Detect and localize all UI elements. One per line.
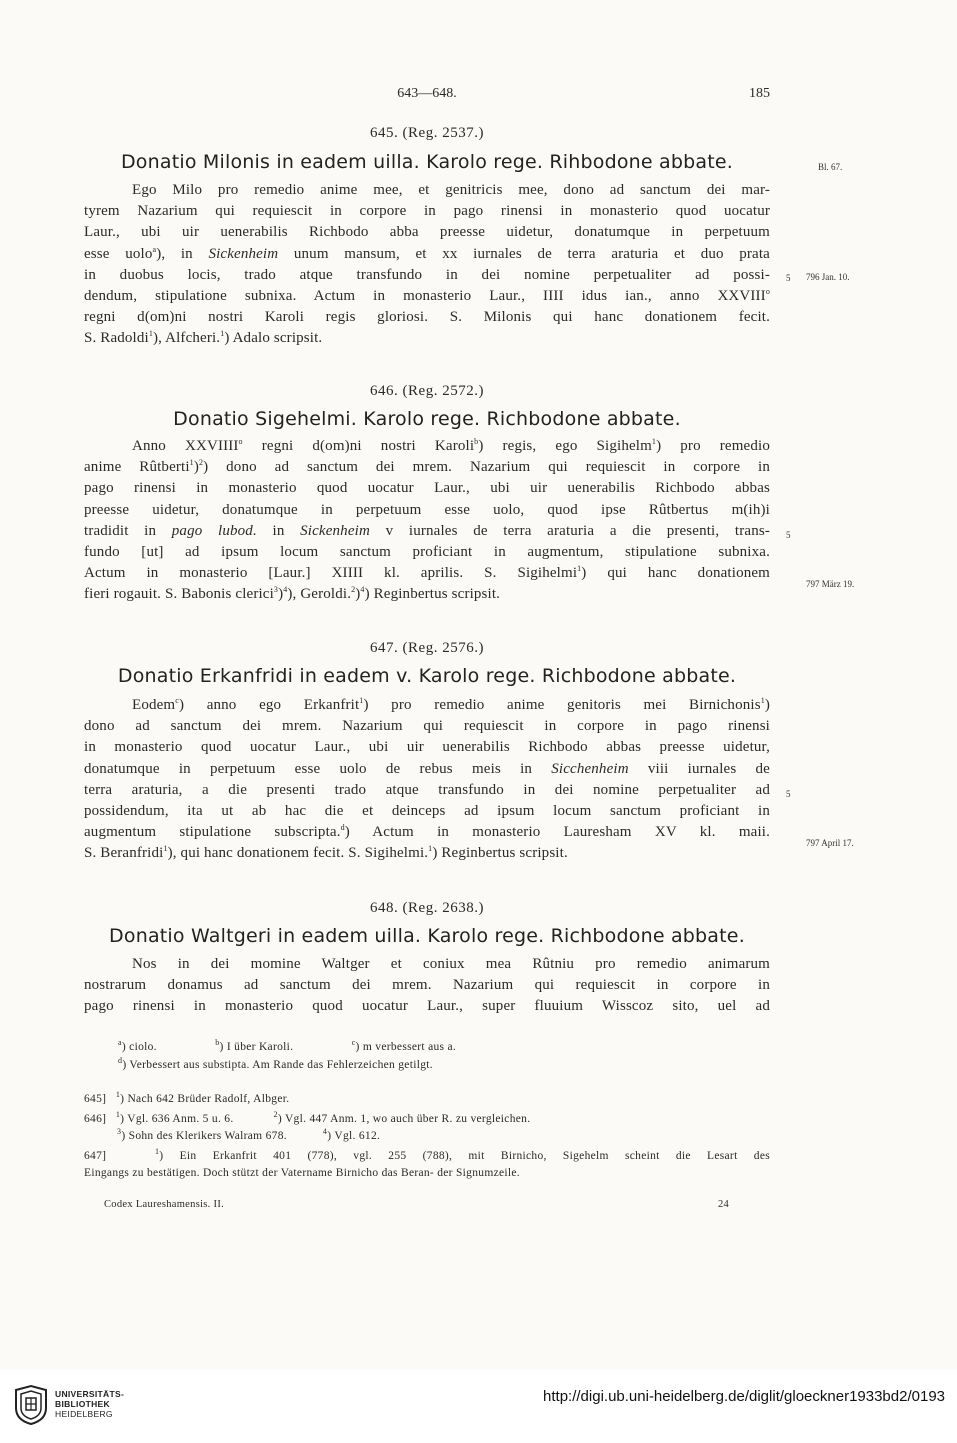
library-logo-icon: [12, 1384, 50, 1426]
numbered-notes: 645] $^1$) Nach 642 Brüder Radolf, Albger. 646] $^1$) Vgl. 636 Anm. 5 u. 6. $^2$) Vgl. 447 Anm. 1, wo auch über R. zu vergleichen. $^3$) Sohn des Klerikers Walram 678. $^4$) Vgl. 612. 647] $^1$) Ein Erkanfrit 401 (778), vgl. 255 (788), mit Birnicho, Sigehelm scheint die Lesart des Eingangs zu bestätigen. Doch stützt der Vatername Birnicho das Beran- der Signumzeile.: [84, 1090, 771, 1179]
library-name-line1: UNIVERSITÄTS-: [55, 1389, 125, 1399]
note-647-label: 647]: [84, 1149, 107, 1162]
signature-line: [84, 1196, 770, 1214]
note-646-3: Sohn des Klerikers Walram 678.: [128, 1130, 287, 1142]
entry-647-title: Donatio Erkanfridi in eadem v. Karolo rege. Richbodone abbate.: [117, 665, 737, 687]
line-number-5: 5: [786, 530, 791, 540]
note-646-2: Vgl. 447 Anm. 1, wo auch über R. zu vergleichen.: [284, 1112, 531, 1125]
entry-645-title: Donatio Milonis in eadem uilla. Karolo rege. Rihbodone abbate.: [120, 151, 734, 173]
footnote-d: Verbessert aus substipta. Am Rande das Fehlerzeichen getilgt.: [129, 1058, 433, 1071]
entry-645-text: Ego Milo pro remedio anime mee, et genitricis mee, dono ad sanctum dei mar- tyrem Nazarium qui requiescit in corpore in pago rinensi in monasterio quod uocatur Laur., ubi uir uenerabilis Richbodo abba preesse uidetur, donatumque in perpetuum esse uolo$^a$), in Sickenheim unum mansum, et xx iurnales de terra araturia et duo prata in duobus locis, trado atque transfundo in dei nomine perpetualiter ad possi- dendum, stipulatione subnixa. Actum in monasterio Laur., IIII idus ian., anno XXVIII$^o$ regni d(om)ni nostri Karoli regis gloriosi. S. Milonis qui hanc donationem fecit. S. Radoldi$^1$), Alfcheri.$^1$) Adalo scripsit.: [84, 182, 770, 347]
margin-date-645: 796 Jan. 10.: [806, 272, 850, 282]
footnote-b: I über Karoli.: [226, 1041, 294, 1053]
signature-left: Codex Laureshamensis. II.: [104, 1199, 225, 1210]
footnote-a: ciolo.: [129, 1041, 157, 1053]
line-number-5: 5: [786, 273, 791, 283]
entry-647-reg: 647. (Reg. 2576.): [370, 640, 484, 656]
entry-646-title: Donatio Sigehelmi. Karolo rege. Richbodone abbate.: [173, 408, 681, 430]
footer-bar: [0, 1370, 957, 1443]
note-647-b: Eingangs zu bestätigen. Doch stützt der Vatername Birnicho das Beran- der Signumzeile.: [84, 1167, 520, 1179]
entry-648-title: Donatio Waltgeri in eadem uilla. Karolo rege. Richbodone abbate.: [109, 925, 745, 947]
note-647-a: Ein Erkanfrit 401 (778), vgl. 255 (788), mit Birnicho, Sigehelm scheint die Lesart des: [179, 1149, 771, 1162]
note-646-4: Vgl. 612.: [334, 1130, 381, 1142]
line-number-5: 5: [786, 789, 791, 799]
entry-645-reg: 645. (Reg. 2537.): [370, 125, 484, 141]
page-number: 185: [749, 86, 770, 101]
entry-646-text: Anno XXVIIII$^o$ regni d(om)ni nostri Karoli$^b$) regis, ego Sigihelm$^1$) pro remedio anime Rûtberti$^1$)$^2$) dono ad sanctum dei mrem. Nazarium qui requiescit in corpore in pago rinensi in monasterio quod uocatur Laur., ubi uir uenerabilis Richbodo abbas preesse uidetur, donatumque in perpetuum esse uolo, quod ipse Rûtbertus m(ih)i tradidit in pago lubod. in Sickenheim v iurnales de terra araturia a die presenti, trans- fundo [ut] ad ipsum locum sanctum proficiant in augmentum, stipulatione subnixa. Actum in monasterio [Laur.] XIIII kl. aprilis. S. Sigihelmi$^1$) qui hanc donationem fieri rogauit. S. Babonis clerici$^3$)$^4$), Geroldi.$^2$)$^4$) Reginbertus scripsit.: [84, 437, 770, 603]
note-646-1: Vgl. 636 Anm. 5 u. 6.: [127, 1112, 234, 1125]
entry-648-text: Nos in dei momine Waltger et coniux mea Rûtniu pro remedio animarum nostrarum donamus ad sanctum dei mrem. Nazarium qui requiescit in corpore in pago rinensi in monasterio quod uocatur Laur., super fluuium Wisscoz sito, uel ad: [84, 956, 770, 1015]
signature-right: 24: [718, 1199, 730, 1210]
running-head-range: 643—648.: [397, 86, 457, 101]
footnote-c: m verbessert aus a.: [362, 1041, 457, 1053]
margin-date-647: 797 April 17.: [806, 838, 854, 848]
library-name-line3: HEIDELBERG: [55, 1409, 113, 1419]
note-646-label: 646]: [84, 1112, 107, 1125]
entry-647-text: Eodem$^c$) anno ego Erkanfrit$^1$) pro remedio anime genitoris mei Birnichonis$^1$) dono ad sanctum dei mrem. Nazarium qui requiescit in corpore in pago rinensi in monasterio quod uocatur Laur., ubi uir uenerabilis Richbodo abbas preesse uidetur, donatumque in perpetuum esse uolo de rebus meis in Sicchenheim viii iurnales de terra araturia, a die presenti trado atque transfundo in dei nomine perpetualiter ad possidendum, ita ut ab hac die et deinceps ad ipsum locum sanctum proficiant in augmentum stipulatione subscripta.$^d$) Actum in monasterio Lauresham XV kl. maii. S. Beranfridi$^1$), qui hanc donationem fecit. S. Sigihelmi.$^1$) Reginbertus scripsit.: [84, 696, 770, 862]
library-name-line2: BIBLIOTHEK: [55, 1399, 110, 1409]
note-645-label: 645]: [84, 1093, 107, 1105]
permalink-url[interactable]: http://digi.ub.uni-heidelberg.de/diglit/gloeckner1933bd2/0193: [543, 1388, 945, 1405]
entry-646-reg: 646. (Reg. 2572.): [370, 383, 484, 399]
letter-footnotes: $^a$) ciolo. $^b$) I über Karoli. $^c$) m verbessert aus a. $^d$) Verbessert aus substipta. Am Rande das Fehlerzeichen getilgt.: [118, 1038, 457, 1071]
margin-folio: Bl. 67.: [818, 162, 843, 172]
note-645: Nach 642 Brüder Radolf, Albger.: [127, 1093, 290, 1105]
entry-648-reg: 648. (Reg. 2638.): [370, 900, 484, 916]
margin-date-646: 797 März 19.: [806, 579, 855, 589]
library-name: [55, 1389, 124, 1419]
